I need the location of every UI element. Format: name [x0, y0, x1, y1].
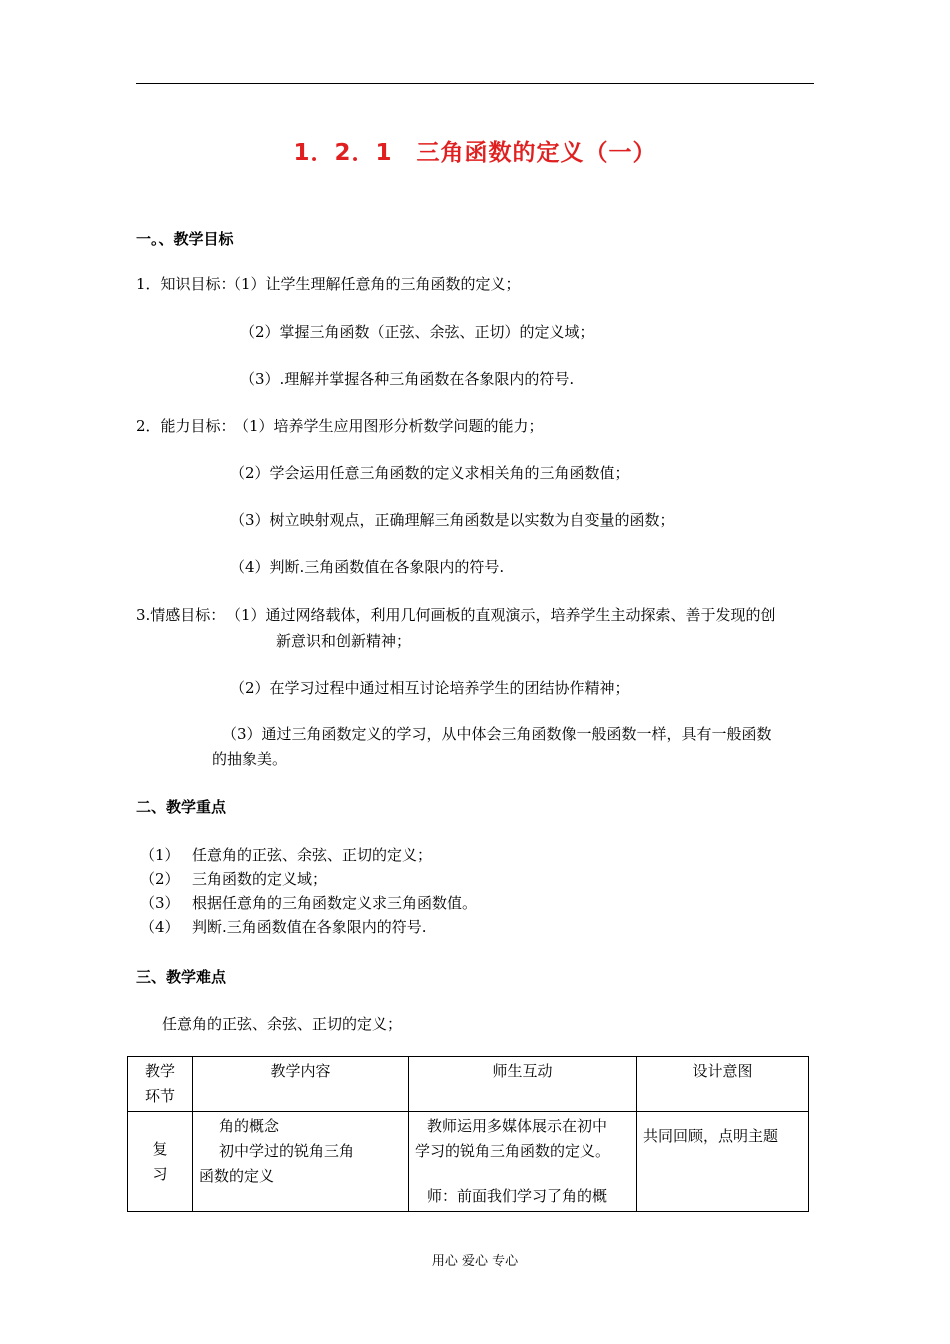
emotion-objective-line: （3）通过三角函数定义的学习，从中体会三角函数像一般函数一样，具有一般函数	[222, 725, 772, 743]
header-content: 教学内容	[193, 1057, 409, 1112]
emotion-objective-line: 新意识和创新精神；	[276, 632, 412, 650]
interaction-cell: 教师运用多媒体展示在初中 学习的锐角三角函数的定义。 师：前面我们学习了角的概	[409, 1112, 637, 1212]
header-stage: 教学 环节	[128, 1057, 193, 1112]
header-intent: 设计意图	[637, 1057, 809, 1112]
key-point-text: 判断.三角函数值在各象限内的符号.	[192, 918, 427, 936]
header-interaction: 师生互动	[409, 1057, 637, 1112]
key-point-text: 任意角的正弦、余弦、正切的定义；	[192, 846, 433, 864]
section-heading-objectives: 一。、教学目标	[136, 230, 234, 248]
knowledge-objective-line: （1）让学生理解任意角的三角函数的定义；	[226, 275, 521, 293]
section-heading-key-points: 二、教学重点	[136, 798, 227, 816]
key-point-number: （3）	[140, 894, 180, 912]
ability-objective-line: （2）学会运用任意三角函数的定义求相关角的三角函数值；	[230, 464, 630, 482]
knowledge-objective-line: （3）.理解并掌握各种三角函数在各象限内的符号.	[240, 370, 575, 388]
page-footer: 用心 爱心 专心	[431, 1254, 519, 1269]
table-header-row	[128, 1057, 809, 1112]
ability-objective-line: （1）培养学生应用图形分析数学问题的能力；	[234, 417, 544, 435]
key-point-number: （1）	[140, 846, 180, 864]
difficulty-text: 任意角的正弦、余弦、正切的定义；	[162, 1015, 403, 1033]
key-point-text: 根据任意角的三角函数定义求三角函数值。	[192, 894, 478, 912]
emotion-objective-line: （2）在学习过程中通过相互讨论培养学生的团结协作精神；	[230, 679, 630, 697]
ability-objective-line: （3）树立映射观点，正确理解三角函数是以实数为自变量的函数；	[230, 511, 675, 529]
key-point-text: 三角函数的定义域；	[192, 870, 328, 888]
ability-objective-label: 2．能力目标：	[136, 417, 236, 435]
page-title: 1．2．1 三角函数的定义（一）	[293, 140, 657, 166]
ability-objective-line: （4）判断.三角函数值在各象限内的符号.	[230, 558, 505, 576]
emotion-objective-line: 的抽象美。	[212, 750, 288, 768]
emotion-objective-line: （1）通过网络载体，利用几何画板的直观演示，培养学生主动探索、善于发现的创	[226, 606, 776, 624]
emotion-objective-label: 3.情感目标：	[136, 606, 226, 624]
section-heading-difficulties: 三、教学难点	[136, 968, 227, 986]
intent-cell: 共同回顾，点明主题	[637, 1112, 809, 1212]
knowledge-objective-label: 1．知识目标：	[136, 275, 236, 293]
knowledge-objective-line: （2）掌握三角函数（正弦、余弦、正切）的定义域；	[240, 323, 595, 341]
header-rule	[136, 83, 814, 84]
table-row	[128, 1112, 809, 1212]
key-point-number: （2）	[140, 870, 180, 888]
lesson-plan-table	[127, 1056, 809, 1212]
key-point-number: （4）	[140, 918, 180, 936]
content-cell: 角的概念 初中学过的锐角三角 函数的定义	[193, 1112, 409, 1212]
stage-cell: 复 习	[128, 1112, 193, 1212]
